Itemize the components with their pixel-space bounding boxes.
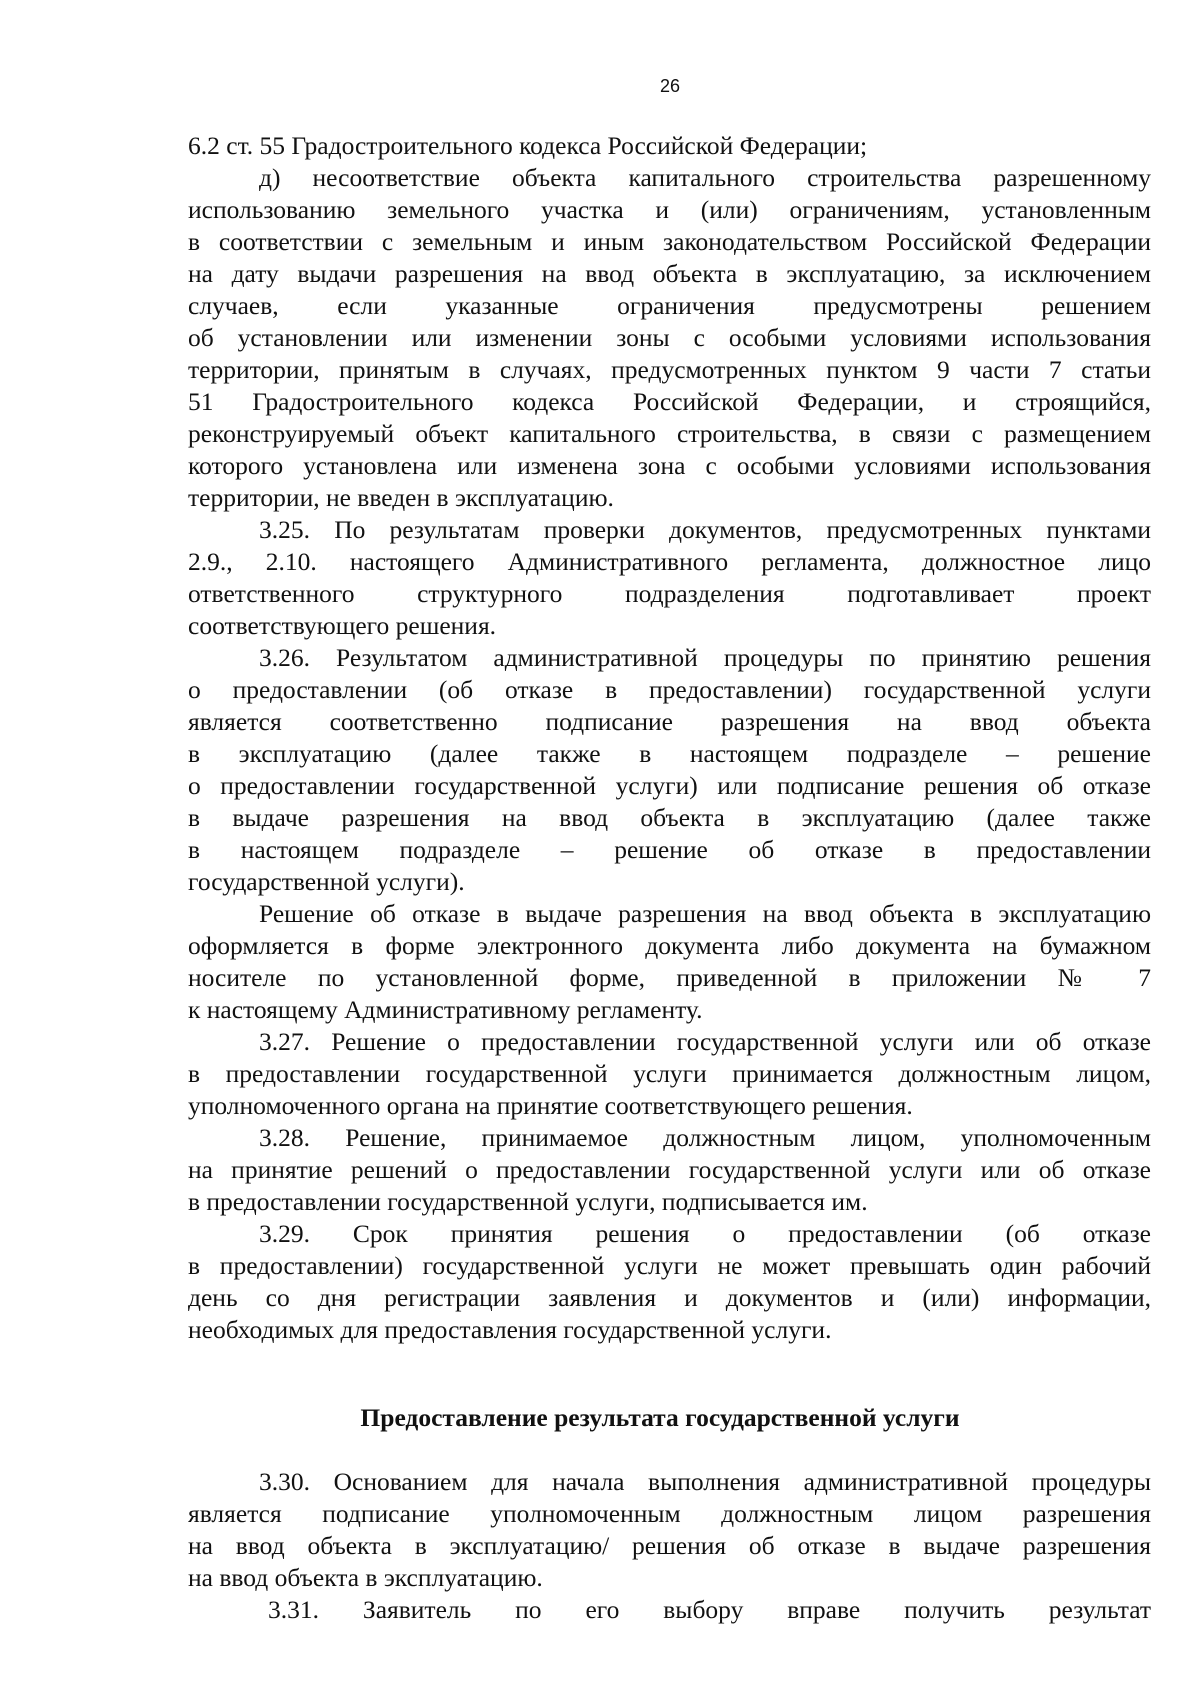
text-line: к настоящему Административному регламенту.: [188, 995, 703, 1024]
text-line: является подписание уполномоченным должностным лицом разрешения: [188, 1499, 1151, 1528]
text-line: 3.31. Заявитель по его выбору вправе получить результат: [268, 1595, 1151, 1624]
text-line: 3.29. Срок принятия решения о предоставлении (об отказе: [259, 1219, 1151, 1248]
text-line: на дату выдачи разрешения на ввод объекта в эксплуатацию, за исключением: [188, 259, 1151, 288]
text-line: 3.28. Решение, принимаемое должностным лицом, уполномоченным: [259, 1123, 1151, 1152]
text-line: соответствующего решения.: [188, 611, 497, 640]
text-line: об установлении или изменении зоны с особыми условиями использования: [188, 323, 1151, 352]
text-line: в предоставлении государственной услуги принимается должностным лицом,: [188, 1059, 1151, 1088]
section-heading: Предоставление результата государственной услуги: [360, 1403, 960, 1432]
text-line: день со дня регистрации заявления и документов и (или) информации,: [188, 1283, 1151, 1312]
page-number: 26: [659, 76, 681, 96]
text-line: которого установлена или изменена зона с особыми условиями использования: [188, 451, 1151, 480]
text-line: Решение об отказе в выдаче разрешения на ввод объекта в эксплуатацию: [259, 899, 1151, 928]
text-line: в настоящем подразделе – решение об отказе в предоставлении: [188, 835, 1151, 864]
text-line: территории, принятым в случаях, предусмотренных пунктом 9 части 7 статьи: [188, 355, 1151, 384]
text-line: территории, не введен в эксплуатацию.: [188, 483, 614, 512]
text-line: в эксплуатацию (далее также в настоящем подразделе – решение: [188, 739, 1151, 768]
text-line: реконструируемый объект капитального строительства, в связи с размещением: [188, 419, 1151, 448]
text-line: 6.2 ст. 55 Градостроительного кодекса Российской Федерации;: [188, 131, 868, 160]
text-line: случаев, если указанные ограничения предусмотрены решением: [188, 291, 1151, 320]
text-line: 3.25. По результатам проверки документов, предусмотренных пунктами: [259, 515, 1151, 544]
text-line: 3.30. Основанием для начала выполнения административной процедуры: [259, 1467, 1151, 1496]
text-line: носителе по установленной форме, приведенной в приложении № 7: [188, 963, 1151, 992]
text-line: 2.9., 2.10. настоящего Административного регламента, должностное лицо: [188, 547, 1151, 576]
text-line: 3.26. Результатом административной процедуры по принятию решения: [259, 643, 1151, 672]
text-line: использованию земельного участка и (или) ограничениям, установленным: [188, 195, 1151, 224]
text-line: о предоставлении (об отказе в предоставлении) государственной услуги: [188, 675, 1151, 704]
text-line: о предоставлении государственной услуги) или подписание решения об отказе: [188, 771, 1151, 800]
text-line: 51 Градостроительного кодекса Российской Федерации, и строящийся,: [188, 387, 1151, 416]
text-line: в соответствии с земельным и иным законодательством Российской Федерации: [188, 227, 1151, 256]
text-line: необходимых для предоставления государственной услуги.: [188, 1315, 832, 1344]
text-line: уполномоченного органа на принятие соответствующего решения.: [188, 1091, 913, 1120]
text-line: на принятие решений о предоставлении государственной услуги или об отказе: [188, 1155, 1151, 1184]
text-line: в предоставлении) государственной услуги не может превышать один рабочий: [188, 1251, 1151, 1280]
text-line: д) несоответствие объекта капитального строительства разрешенному: [259, 163, 1151, 192]
text-line: 3.27. Решение о предоставлении государственной услуги или об отказе: [259, 1027, 1151, 1056]
text-line: в предоставлении государственной услуги, подписывается им.: [188, 1187, 868, 1216]
text-line: в выдаче разрешения на ввод объекта в эксплуатацию (далее также: [188, 803, 1151, 832]
text-line: является соответственно подписание разрешения на ввод объекта: [188, 707, 1151, 736]
text-line: государственной услуги).: [188, 867, 465, 896]
text-line: ответственного структурного подразделения подготавливает проект: [188, 579, 1151, 608]
text-line: на ввод объекта в эксплуатацию.: [188, 1563, 543, 1592]
text-line: на ввод объекта в эксплуатацию/ решения об отказе в выдаче разрешения: [188, 1531, 1151, 1560]
text-line: оформляется в форме электронного документа либо документа на бумажном: [188, 931, 1151, 960]
